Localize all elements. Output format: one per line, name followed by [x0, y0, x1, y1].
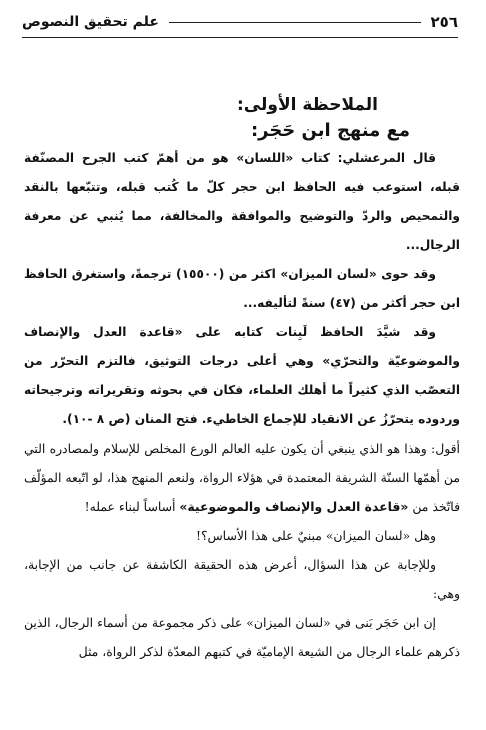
header-rule — [169, 22, 421, 23]
quote-paragraph-1: قال المرعشلي: كتاب «اللسان» هو من أهمّ كتب الجرح المصنّفة قبله، استوعب فيه الحافظ ابن حجر كلّ ما كُتب قبله، وتتبّعها بالنقد والتمحيص والردّ والتوضيح والموافقة والمخالفة، مما يُنبي عن معرفة الرجال... — [24, 151, 460, 252]
quote-paragraph-3: وقد شيَّدَ الحافظ لَبِنات كتابه على «قاعدة العدل والإنصاف والموضوعيّة والتحرّي» وهي أعلى درجات التوثيق، فالتزم التحرّر من التعصّب الذي كثيراً ما أهلك العلماء، فكان في بحوثه وتقريراته وترجيحاته وردوده يتحرّزُ عن الانقياد للإجماع الخاطيء. فتح المنان (ص ٨ -١٠). — [24, 325, 460, 426]
section-subheading: مع منهج ابن حَجَر: — [250, 120, 410, 141]
page-number: ٢٥٦ — [430, 13, 458, 31]
body-paragraph-3: وللإجابة عن هذا السؤال، أعرض هذه الحقيقة الكاشفة عن جانب من الإجابة، وهي: — [24, 557, 460, 601]
body-paragraph-1-end: أساساً لبناء عمله! — [84, 499, 180, 514]
section-heading: الملاحظة الأولى: — [237, 95, 378, 115]
body-paragraph-4: إن ابن حَجَر بَنى في «لسان الميزان» على ذكر مجموعة من أسماء الرجال، الذين ذكرهم علماء الرجال من الشيعة الإماميّة في كتبهم المعدّة لذكر الرواة، مثل — [24, 615, 460, 659]
quote-paragraph-2: وقد حوى «لسان الميزان» اكثر من (١٥٥٠٠) ترجمةً، واستغرق الحافظ ابن حجر أكثر من (٤٧) سنةً لتأليفه... — [24, 267, 460, 310]
body-paragraph-1 — [24, 434, 460, 521]
body-paragraph-2: وهل «لسان الميزان» مبنيٌ على هذا الأساس؟! — [196, 528, 436, 543]
emphasized-phrase: «قاعدة العدل والإنصاف والموضوعية» — [179, 499, 409, 514]
page-header — [22, 10, 458, 34]
header-divider — [22, 37, 458, 38]
body-paragraph-1-start: أقول: وهذا هو الذي ينبغي أن يكون عليه العالم الورع المخلص للإسلام ولمصادره التي من أهمّها السنّة الشريفة المعتمدة في هؤلاء الرواة، ولنعم المنهج هذا، لو اتّبعه المؤلّف فاتّخذ من — [24, 441, 460, 514]
running-title: علم تحقيق النصوص — [22, 14, 159, 30]
page-body — [24, 92, 460, 666]
